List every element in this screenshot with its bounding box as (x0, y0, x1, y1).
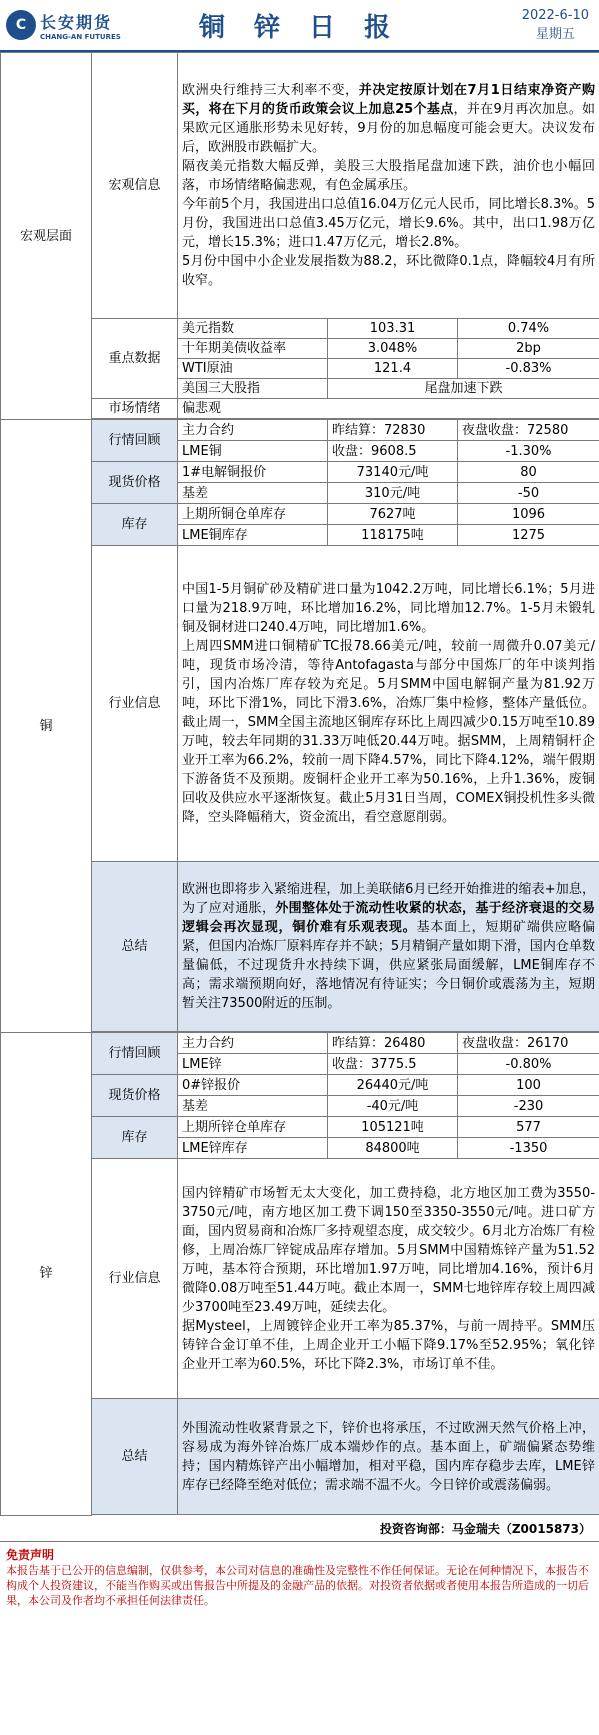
copper-section-label: 铜 (1, 420, 92, 1033)
zinc-stock-v2: 577 (458, 1117, 599, 1138)
zinc-summary-text: 外围流动性收紧背景之下，锌价也将承压，不过欧洲天然气价格上冲，容易成为海外锌冶炼厂成本端炒作的点。基本面上，矿端偏紧态势维持；国内精炼锌产出小幅增加，相对平稳，国内库存稳步去库，LME锌库存已经降至绝对低位；需求端不温不火。今日锌价或震荡偏弱。 (178, 1399, 599, 1515)
copper-spot-v1: 310元/吨 (328, 483, 458, 504)
zinc-review-v1: 昨结算：26480 (328, 1033, 458, 1054)
copper-stock-name: 上期所铜仓单库存 (178, 504, 328, 525)
logo-en-text: CHANG-AN FUTURES (40, 32, 121, 41)
copper-spot-v1: 73140元/吨 (328, 462, 458, 483)
macro-key-label: 重点数据 (92, 319, 178, 399)
report-header (0, 0, 599, 52)
key-name: 美国三大股指 (178, 379, 328, 399)
copper-stock-v2: 1096 (458, 504, 599, 525)
copper-summary-label: 总结 (92, 862, 178, 1032)
zinc-stock-label: 库存 (92, 1117, 178, 1159)
zinc-spot-name: 基差 (178, 1096, 328, 1117)
key-name: 十年期美债收益率 (178, 339, 328, 359)
zinc-review-v2: 夜盘收盘：26170 (458, 1033, 599, 1054)
copper-review-name: LME铜 (178, 441, 328, 462)
macro-info-label: 宏观信息 (92, 53, 178, 319)
macro-section-label: 宏观层面 (1, 53, 92, 420)
disclaimer-text: 本报告基于已公开的信息编制，仅供参考，本公司对信息的准确性及完整性不作任何保证。无论在何种情况下，本报告不构成个人投资建议，不能当作购买或出售报告中所提及的金融产品的依据。对投资者依据或者使用本报告所造成的一切后果，本公司及作者均不承担任何法律责任。 (6, 1563, 589, 1607)
zinc-stock-v2: -1350 (458, 1138, 599, 1159)
zinc-review-label: 行情回顾 (92, 1033, 178, 1075)
copper-spot-name: 1#电解铜报价 (178, 462, 328, 483)
date-box (522, 6, 589, 44)
copper-stock-v2: 1275 (458, 525, 599, 546)
copper-review-v1: 昨结算：72830 (328, 420, 458, 441)
logo-cn-text: 长安期货 (40, 12, 113, 32)
copper-review-name: 主力合约 (178, 420, 328, 441)
copper-industry-label: 行业信息 (92, 546, 178, 862)
copper-review-label: 行情回顾 (92, 420, 178, 462)
zinc-stock-name: LME锌库存 (178, 1138, 328, 1159)
copper-review-v2: -1.30% (458, 441, 599, 462)
zinc-spot-v1: -40元/吨 (328, 1096, 458, 1117)
report-table (0, 52, 599, 1516)
key-change: 0.74% (458, 319, 599, 339)
key-name: WTI原油 (178, 359, 328, 379)
disclaimer-title: 免责声明 (6, 1547, 55, 1562)
mood-value: 偏悲观 (178, 399, 599, 419)
key-value: 3.048% (328, 339, 458, 359)
zinc-review-name: LME锌 (178, 1054, 328, 1075)
zinc-spot-v2: 100 (458, 1075, 599, 1096)
zinc-review-name: 主力合约 (178, 1033, 328, 1054)
copper-summary-text: 欧洲也即将步入紧缩进程，加上美联储6月已经开始推进的缩表+加息，为了应对通胀，外围整体处于流动性收紧的状态，基于经济衰退的交易逻辑会再次显现，铜价难有乐观表现。基本面上，短期矿端供应略偏紧，但国内冶炼厂原料库存并不缺；5月精铜产量如期下滑，国内仓单数量偏低，不过现货升水持续下调，供应紧张局面缓解，LME铜库存不高；需求端预期向好，落地情况有待证实；今日铜价或震荡为主，短期暂关注73500附近的压制。 (178, 862, 599, 1032)
logo-mark-icon: C (6, 10, 36, 40)
macro-info-text: 欧洲央行维持三大利率不变，并决定按原计划在7月1日结束净资产购买，将在下月的货币政策会议上加息25个基点，并在9月再次加息。如果欧元区通胀形势未见好转，9月份的加息幅度可能会更大。决议发布后，欧洲股市跌幅扩大。 隔夜美元指数大幅反弹，美股三大股指尾盘加速下跌，油价也小幅回落，市场情绪略偏悲观，有色金属承压。 今年前5个月，我国进出口总值16.04万亿元人民币，同比增长8.3%。5月份，我国进出口总值3.45万亿元，增长9.6%。其中，出口1.98万亿元，增长15.3%；进口1.47万亿元，增长2.8%。 5月份中国中小企业发展指数为88.2，环比微降0.1点，降幅较4月有所收窄。 (178, 53, 599, 319)
copper-industry-text: 中国1-5月铜矿砂及精矿进口量为1042.2万吨，同比增长6.1%；5月进口量为218.9万吨，环比增加16.2%，同比增加12.7%。1-5月未锻轧铜及铜材进口240.4万吨，同比增加1.6%。 上周四SMM进口铜精矿TC报78.66美元/吨，较前一周微升0.07美元/吨，现货市场冷清，等待Antofagasta与部分中国炼厂的年中谈判指引，国内冶炼厂库存较为充足。5月SMM中国电解铜产量为81.92万吨，环比下滑1%，同比下滑3.6%，冶炼厂集中检修，整体产量低位。截止周一，SMM全国主流地区铜库存环比上周四减少0.15万吨至10.89万吨，较去年同期的31.33万吨低20.44万吨。据SMM，上周精铜杆企业开工率为66.2%，较前一周下降4.57%，同比下降4.12%，端午假期下游备货不及预期。废铜杆企业开工率为50.16%，上升1.36%，废铜回收及供应水平逐渐恢复。截止5月31日当周，COMEX铜投机性多头微降，空头降幅稍大，资金流出，看空意愿削弱。 (178, 546, 599, 862)
report-date: 2022-6-10 (521, 8, 589, 23)
copper-review-v2: 夜盘收盘：72580 (458, 420, 599, 441)
zinc-spot-v1: 26440元/吨 (328, 1075, 458, 1096)
copper-stock-v1: 7627吨 (328, 504, 458, 525)
zinc-spot-label: 现货价格 (92, 1075, 178, 1117)
key-name: 美元指数 (178, 319, 328, 339)
zinc-stock-name: 上期所锌仓单库存 (178, 1117, 328, 1138)
disclaimer-block (0, 1542, 599, 1610)
zinc-section-label: 锌 (1, 1033, 92, 1516)
zinc-review-v2: -0.80% (458, 1054, 599, 1075)
company-logo (6, 3, 126, 47)
report-title: 铜 锌 日 报 (198, 12, 401, 43)
zinc-stock-v1: 84800吨 (328, 1138, 458, 1159)
copper-spot-v2: 80 (458, 462, 599, 483)
copper-spot-v2: -50 (458, 483, 599, 504)
copper-stock-v1: 118175吨 (328, 525, 458, 546)
zinc-spot-name: 0#锌报价 (178, 1075, 328, 1096)
mood-label: 市场情绪 (92, 399, 178, 419)
key-value: 尾盘加速下跌 (328, 379, 599, 399)
copper-review-v1: 收盘：9608.5 (328, 441, 458, 462)
report-weekday: 星期五 (535, 27, 575, 42)
copper-stock-name: LME铜库存 (178, 525, 328, 546)
zinc-industry-label: 行业信息 (92, 1159, 178, 1399)
zinc-summary-label: 总结 (92, 1399, 178, 1515)
key-change: 2bp (458, 339, 599, 359)
copper-stock-label: 库存 (92, 504, 178, 546)
zinc-review-v1: 收盘：3775.5 (328, 1054, 458, 1075)
invest-consult: 投资咨询部：马金瑞夫（Z0015873） (0, 1516, 599, 1542)
copper-spot-name: 基差 (178, 483, 328, 504)
zinc-stock-v1: 105121吨 (328, 1117, 458, 1138)
key-value: 121.4 (328, 359, 458, 379)
key-value: 103.31 (328, 319, 458, 339)
zinc-industry-text: 国内锌精矿市场暂无太大变化，加工费持稳，北方地区加工费为3550-3750元/吨，南方地区加工费下调150至3350-3550元/吨。进口矿方面，国内贸易商和冶炼厂多持观望态度，成交较少。6月北方冶炼厂有检修，上周冶炼厂锌锭成品库存增加。5月SMM中国精炼锌产量为51.52万吨，基本符合预期，环比增加1.97万吨，同比增加4.16%，预计6月微降0.08万吨至51.44万吨。截止本周一，SMM七地锌库存较上周四减少3700吨至23.49万吨，延续去化。 据Mysteel，上周镀锌企业开工率为85.37%，与前一周持平。SMM压铸锌合金订单不佳，上周企业开工小幅下降9.17%至52.95%；氧化锌企业开工率为60.5%，环比下降2.3%，市场订单不佳。 (178, 1159, 599, 1399)
zinc-spot-v2: -230 (458, 1096, 599, 1117)
copper-spot-label: 现货价格 (92, 462, 178, 504)
key-change: -0.83% (458, 359, 599, 379)
